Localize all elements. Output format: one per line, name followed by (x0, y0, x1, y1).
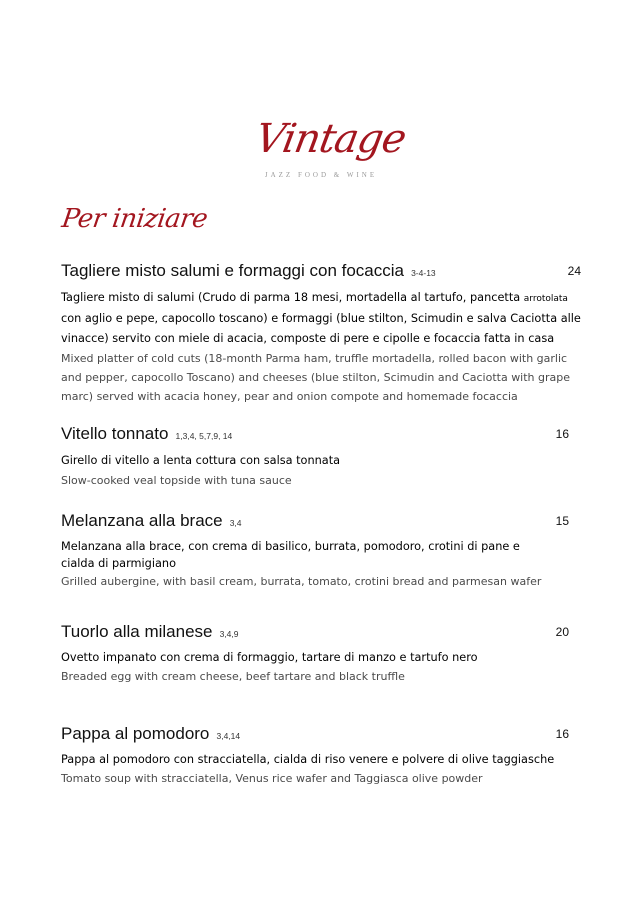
menu-item-description-it: Girello di vitello a lenta cottura con salsa tonnata (61, 454, 341, 467)
menu-item-description-en: Mixed platter of cold cuts (18-month Parma ham, truffle mortadella, rolled bacon with garlic and pepper, capocollo Toscano) and cheeses (blue stilton, Scimudin and Caciotta with grape marc) served with acacia honey, pear and onion compote and homemade focaccia (61, 352, 571, 403)
section-title: Per iniziare (59, 204, 210, 234)
menu-item (61, 622, 581, 686)
menu-item-description-it: Melanzana alla brace, con crema di basilico, burrata, pomodoro, crotini di pane e cialda di parmigiano (61, 540, 520, 570)
menu-item-name: Tagliere misto salumi e formaggi con focaccia (61, 261, 404, 280)
menu-item-price: 16 (555, 727, 569, 741)
menu-item-header (61, 622, 581, 646)
menu-item-header (61, 261, 591, 285)
menu-item-allergens: 3,4,14 (216, 731, 241, 741)
logo-tagline: JAZZ FOOD & WINE (264, 171, 378, 179)
menu-item-description-en: Slow-cooked veal topside with tuna sauce (61, 474, 292, 487)
menu-item-description-en: Breaded egg with cream cheese, beef tartare and black truffle (61, 670, 405, 683)
menu-item (61, 424, 581, 490)
menu-item-name: Melanzana alla brace (61, 511, 223, 530)
menu-item-allergens: 1,3,4, 5,7,9, 14 (175, 431, 233, 441)
menu-item-allergens: 3-4-13 (411, 268, 436, 278)
menu-item-name: Pappa al pomodoro (61, 724, 210, 743)
menu-item-header (61, 511, 581, 535)
restaurant-logo (246, 116, 409, 186)
menu-item-description-en: Grilled aubergine, with basil cream, burrata, tomato, crotini bread and parmesan wafer (61, 575, 542, 588)
logo-script-text: Vintage (251, 116, 409, 162)
menu-item-header (61, 724, 581, 748)
menu-item-header (61, 424, 581, 448)
menu-item-price: 24 (567, 264, 581, 278)
menu-item (61, 724, 581, 788)
desc-it-part: Tagliere misto di salumi (Crudo di parma 18 mesi, mortadella al tartufo, pancetta (61, 291, 524, 304)
menu-item-description-en: Tomato soup with stracciatella, Venus rice wafer and Taggiasca olive powder (61, 772, 483, 785)
menu-item (61, 261, 591, 406)
menu-item-price: 15 (555, 514, 569, 528)
desc-it-small-part: arrotolata (523, 294, 568, 304)
desc-it-part: con aglio e pepe, capocollo toscano) e formaggi (blue stilton, Scimudin e salva Caciotta alle vinacce) servito con miele di acacia, composte di pere e cipolle e focaccia fatta in casa (61, 312, 581, 345)
menu-item-name: Vitello tonnato (61, 424, 169, 443)
menu-item-description-it: Pappa al pomodoro con stracciatella, cialda di riso venere e polvere di olive taggiasche (61, 753, 555, 766)
menu-item-price: 20 (555, 625, 569, 639)
menu-item-allergens: 3,4 (229, 518, 242, 528)
menu-item-name: Tuorlo alla milanese (61, 622, 213, 641)
menu-item (61, 511, 581, 591)
menu-item-description-it: Ovetto impanato con crema di formaggio, tartare di manzo e tartufo nero (61, 651, 478, 664)
menu-item-price: 16 (555, 427, 569, 441)
menu-item-description-it (61, 288, 591, 349)
menu-item-allergens: 3,4,9 (219, 629, 239, 639)
